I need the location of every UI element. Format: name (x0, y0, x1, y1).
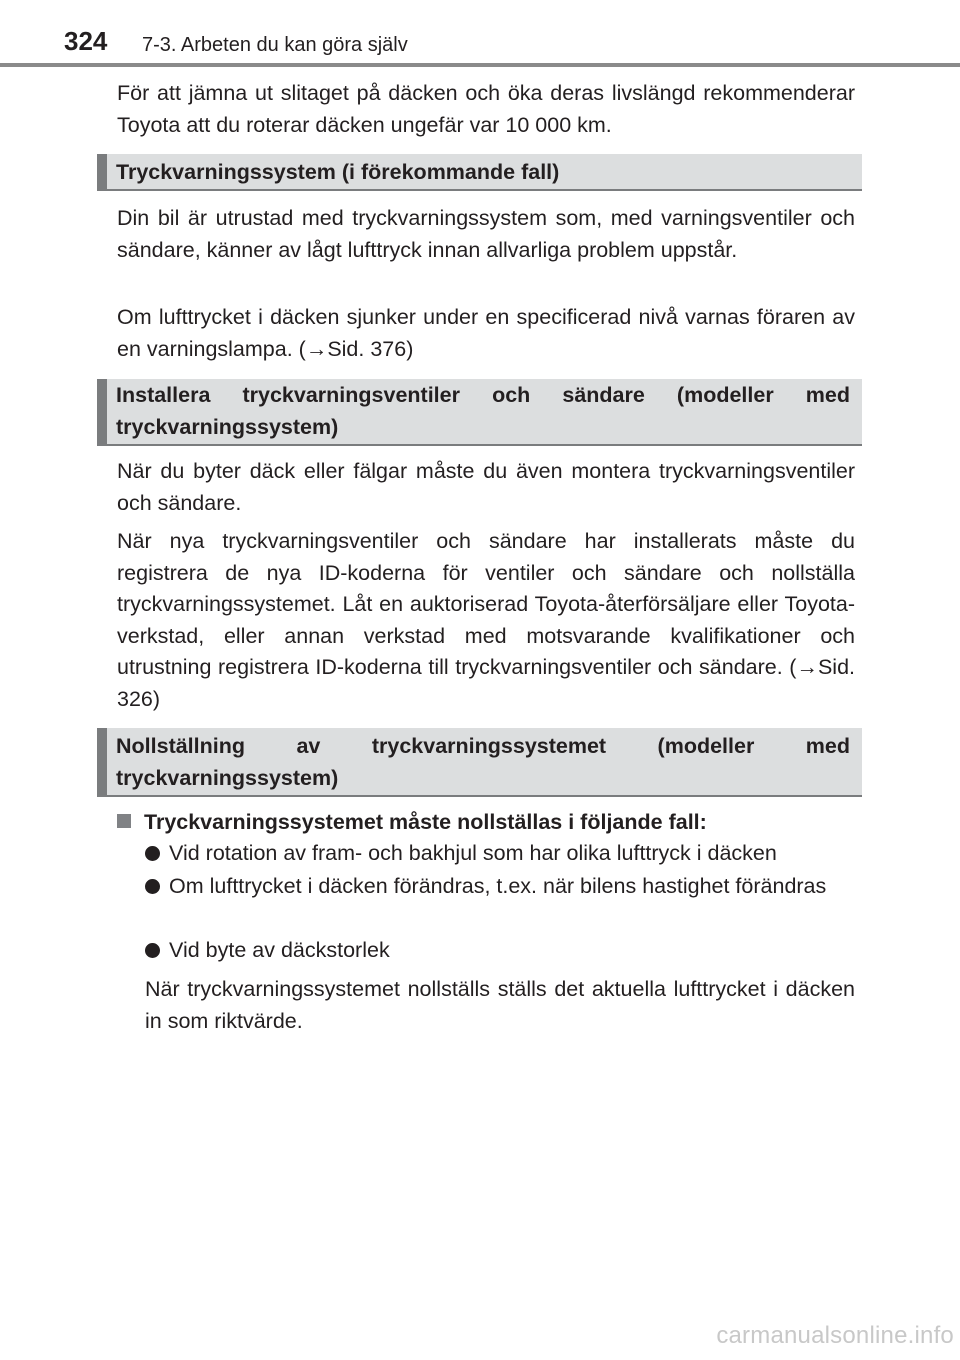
section-heading-band (97, 154, 862, 191)
section-heading: Nollställning av tryckvarningssystemet (modeller med tryckvarningssystem) (116, 734, 850, 790)
section-heading-band (97, 728, 862, 797)
list-item-text: Vid rotation av fram- och bakhjul som har olika lufttryck i däcken (169, 841, 777, 865)
page-number: 324 (64, 26, 108, 56)
section-path: 7-3. Arbeten du kan göra själv (142, 34, 408, 56)
list-item (145, 838, 855, 870)
body-paragraph: När nya tryckvarningsventiler och sändare har installerats måste du registrera de nya ID-koderna för ventiler och sändare och nollställa tryckvarningssystemet. Låt en auktoriserad Toyota-återförsäljare eller Toyota-verkstad, eller annan verkstad med motsvarande kvalifikationer och utrustning registrera ID-koderna till tryckvarningsventiler och sändare. (→Sid. 326) (117, 529, 855, 711)
section-heading-band (97, 379, 862, 446)
header-rule (0, 63, 960, 67)
sub-heading-text: Tryckvarningssystemet måste nollställas i följande fall: (144, 810, 707, 834)
intro-paragraph: För att jämna ut slitaget på däcken och öka deras livslängd rekommenderar Toyota att du roterar däcken ungefär var 10 000 km. (117, 81, 855, 137)
bullet-dot-icon (145, 846, 160, 861)
page-header (0, 0, 960, 68)
sub-heading (117, 807, 857, 837)
body-paragraph: När du byter däck eller fälgar måste du även montera tryckvarningsventiler och sändare. (117, 459, 855, 515)
bullet-dot-icon (145, 879, 160, 894)
closing-paragraph: När tryckvarningssystemet nollställs ställs det aktuella lufttrycket i däcken in som riktvärde. (145, 977, 855, 1033)
body-paragraph: Din bil är utrustad med tryckvarningssystem som, med varningsventiler och sändare, känner av lågt lufttryck innan allvarliga problem uppstår. (117, 206, 855, 262)
section-heading: Tryckvarningssystem (i förekommande fall) (116, 160, 560, 184)
watermark-text: carmanualsonline.info (716, 1322, 954, 1349)
body-paragraph: Om lufttrycket i däcken sjunker under en specificerad nivå varnas föraren av en varningslampa. (→Sid. 376) (117, 305, 855, 361)
list-item-text: Om lufttrycket i däcken förändras, t.ex. när bilens hastighet förändras (169, 874, 827, 898)
list-item-text: Vid byte av däckstorlek (169, 938, 390, 962)
section-heading: Installera tryckvarningsventiler och sändare (modeller med tryckvarningssystem) (116, 383, 850, 439)
list-item (145, 935, 855, 967)
list-item (145, 871, 855, 903)
bullet-dot-icon (145, 943, 160, 958)
square-bullet-icon (117, 814, 131, 828)
